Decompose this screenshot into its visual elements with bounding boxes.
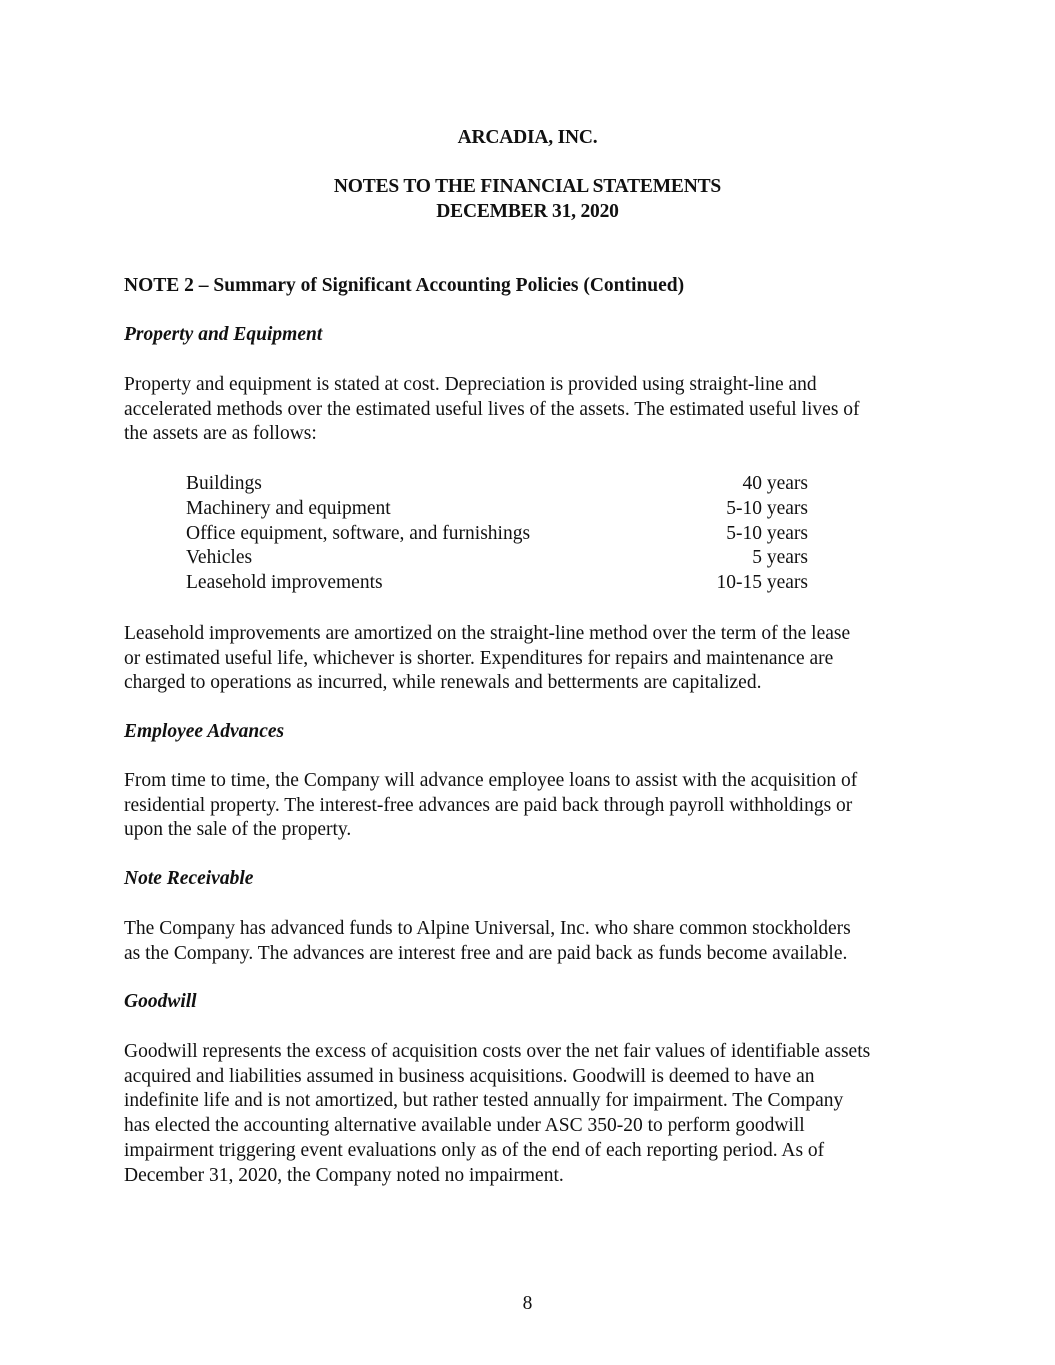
text-line: accelerated methods over the estimated useful lives of the assets. The estimated useful lives of [124,398,860,420]
useful-life-row [186,497,808,522]
text-line: acquired and liabilities assumed in business acquisitions. Goodwill is deemed to have an [124,1065,815,1087]
useful-life-row [186,546,808,571]
asset-life: 5-10 years [726,497,808,519]
goodwill-paragraph [124,1040,944,1188]
document-title: NOTES TO THE FINANCIAL STATEMENTS [333,176,722,197]
employee-advances-paragraph [124,769,944,843]
useful-lives-table [186,472,808,596]
text-line: The Company has advanced funds to Alpine Universal, Inc. who share common stockholders [124,918,851,939]
asset-life: 5-10 years [726,522,808,544]
asset-name: Vehicles [186,547,253,569]
note-heading: NOTE 2 – Summary of Significant Accounting Policies (Continued) [124,275,685,296]
text-line: as the Company. The advances are interest free and are paid back as funds become available. [124,942,848,964]
asset-name: Office equipment, software, and furnishings [186,522,531,544]
useful-life-row [186,571,808,596]
page-number: 8 [522,1293,533,1314]
text-line: or estimated useful life, whichever is shorter. Expenditures for repairs and maintenance are [124,647,834,669]
company-name: ARCADIA, INC. [457,127,598,148]
useful-life-row [186,472,808,497]
text-line: Leasehold improvements are amortized on the straight-line method over the term of the lease [124,623,851,644]
text-line: impairment triggering event evaluations only as of the end of each reporting period. As of [124,1139,825,1161]
asset-life: 40 years [742,473,808,494]
text-line: From time to time, the Company will advance employee loans to assist with the acquisition of [124,770,858,791]
text-line: the assets are as follows: [124,423,317,445]
asset-life: 5 years [752,547,808,569]
property-closing-paragraph [124,622,944,696]
statement-date: DECEMBER 31, 2020 [436,201,619,222]
text-line: residential property. The interest-free advances are paid back through payroll withholdings or [124,794,853,816]
text-line: Property and equipment is stated at cost. Depreciation is provided using straight-line and [124,374,817,395]
text-line: charged to operations as incurred, while renewals and betterments are capitalized. [124,672,762,694]
note-receivable-paragraph [124,917,944,966]
text-line: Goodwill represents the excess of acquisition costs over the net fair values of identifiable assets [124,1041,871,1062]
text-line: upon the sale of the property. [124,819,352,841]
section-heading-employee-advances: Employee Advances [124,721,285,742]
property-intro-paragraph [124,373,944,447]
asset-name: Buildings [186,473,262,494]
text-line: has elected the accounting alternative available under ASC 350-20 to perform goodwill [124,1115,805,1137]
section-heading-goodwill: Goodwill [124,991,197,1012]
asset-life: 10-15 years [716,572,808,594]
useful-life-row [186,522,808,547]
asset-name: Machinery and equipment [186,497,391,519]
text-line: indefinite life and is not amortized, but rather tested annually for impairment. The Company [124,1090,844,1112]
section-heading-property: Property and Equipment [124,324,323,345]
text-line: December 31, 2020, the Company noted no impairment. [124,1164,564,1186]
asset-name: Leasehold improvements [186,572,383,594]
section-heading-note-receivable: Note Receivable [124,868,254,889]
